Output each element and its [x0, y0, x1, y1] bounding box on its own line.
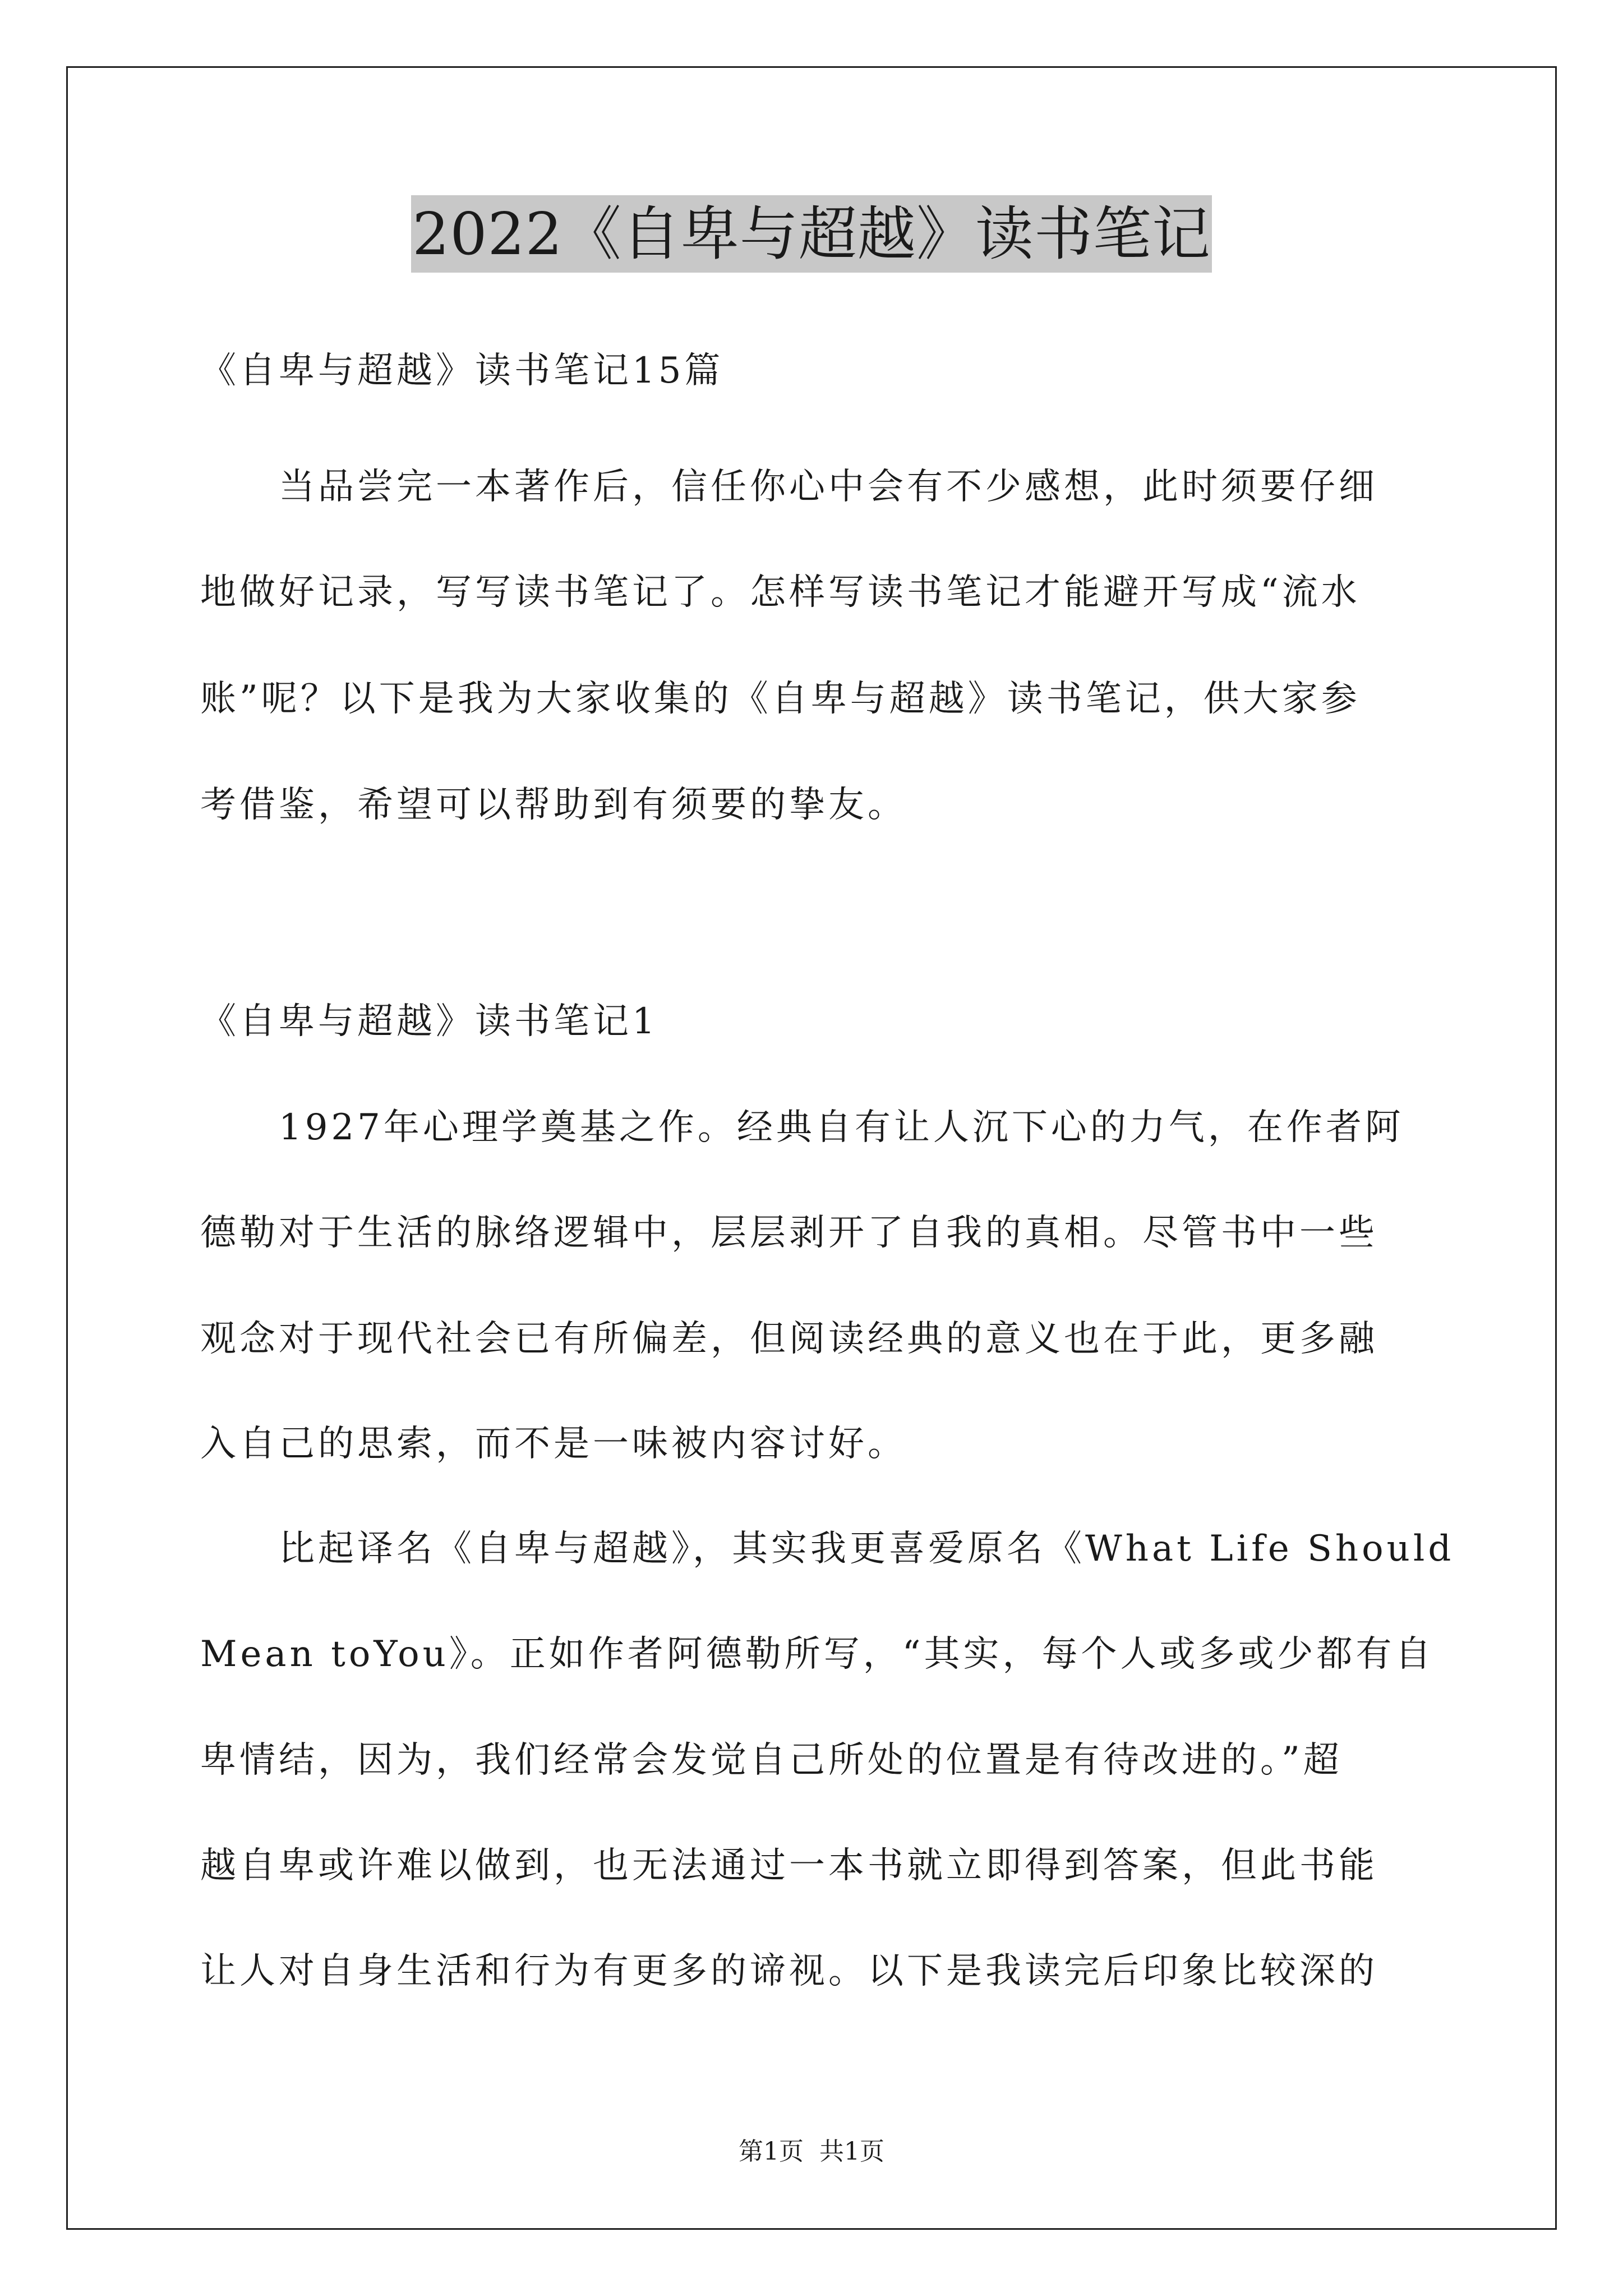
subtitle-line: 《自卑与超越》读书笔记15篇 [200, 350, 724, 392]
page-footer [0, 2136, 1623, 2168]
document-title: 2022《自卑与超越》读书笔记 [411, 195, 1212, 273]
paragraph-line: 入自己的思索，而不是一味被内容讨好。 [200, 1423, 907, 1465]
paragraph-line: 考借鉴，希望可以帮助到有须要的挚友。 [200, 784, 907, 826]
paragraph-line: 观念对于现代社会已有所偏差，但阅读经典的意义也在于此，更多融 [200, 1318, 1378, 1360]
paragraph-line: 地做好记录，写写读书笔记了。怎样写读书笔记才能避开写成“流水 [200, 572, 1361, 613]
paragraph-line: 德勒对于生活的脉络逻辑中，层层剥开了自我的真相。尽管书中一些 [200, 1212, 1378, 1254]
paragraph-line: 让人对自身生活和行为有更多的谛视。以下是我读完后印象比较深的 [200, 1950, 1378, 1992]
paragraph-line: Mean toYou》。正如作者阿德勒所写，“其实，每个人或多或少都有自 [200, 1634, 1435, 1675]
paragraph-line: 当品尝完一本著作后，信任你心中会有不少感想，此时须要仔细 [200, 466, 1378, 508]
title-container [0, 195, 1623, 273]
paragraph-line: 越自卑或许难以做到，也无法通过一本书就立即得到答案，但此书能 [200, 1845, 1378, 1887]
paragraph-line: 比起译名《自卑与超越》，其实我更喜爱原名《What Life Should [200, 1528, 1455, 1570]
paragraph-line: 账”呢？以下是我为大家收集的《自卑与超越》读书笔记，供大家参 [200, 678, 1361, 720]
paragraph-line: 卑情结，因为，我们经常会发觉自己所处的位置是有待改进的。”超 [200, 1740, 1343, 1781]
section-heading: 《自卑与超越》读书笔记1 [200, 1001, 658, 1042]
page-number: 第1页 [739, 2137, 804, 2166]
page-total: 共1页 [819, 2137, 884, 2166]
paragraph-line: 1927年心理学奠基之作。经典自有让人沉下心的力气，在作者阿 [200, 1107, 1404, 1148]
